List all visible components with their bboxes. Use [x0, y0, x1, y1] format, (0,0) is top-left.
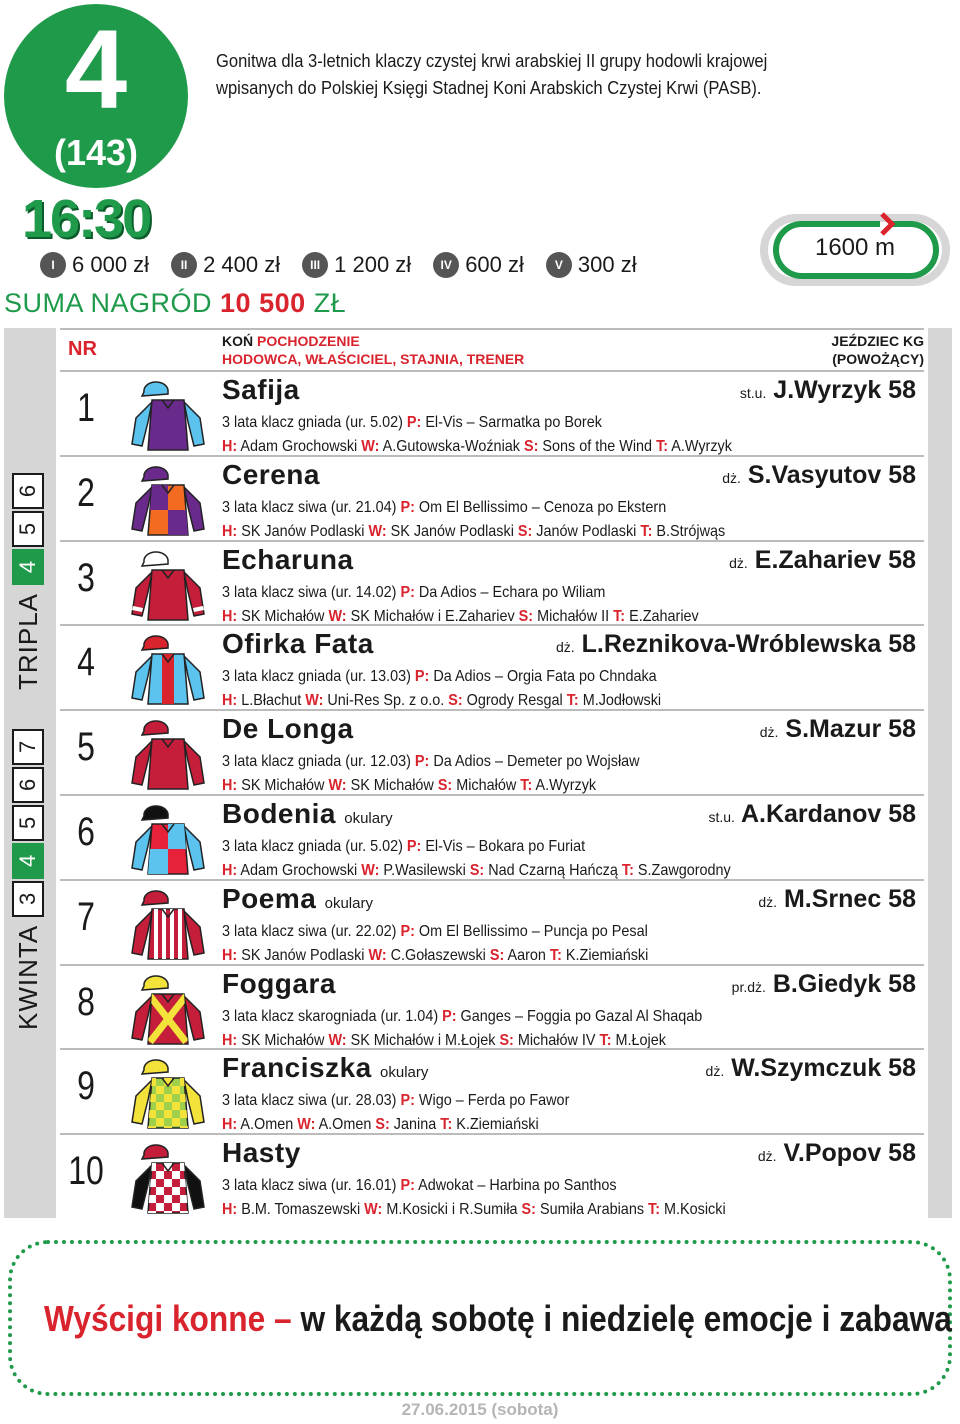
stable: Sumiła Arabians [539, 1201, 645, 1219]
jockey-silk-icon [122, 887, 214, 963]
race-number: 4 [64, 7, 128, 132]
breeder-label: H: [222, 692, 238, 710]
header-origin-label: POCHODZENIE [253, 333, 360, 349]
jockey-name: E.Zahariev 58 [754, 545, 916, 574]
prize-total-label: SUMA NAGRÓD [4, 288, 221, 318]
horse-name [222, 798, 393, 830]
header-horse [222, 332, 524, 368]
pedigree-label: P: [400, 498, 415, 516]
kwinta-label: KWINTA [12, 924, 43, 1030]
stable: Ogrody Resgal [466, 692, 563, 710]
jockey [760, 715, 916, 744]
horse-equipment: okulary [380, 1064, 429, 1082]
header-divider [60, 328, 924, 330]
horse-name-text: Bodenia [222, 798, 336, 829]
tripla-label: TRIPLA [12, 592, 43, 690]
stable-label: S: [469, 862, 485, 879]
stable-label: S: [518, 607, 534, 625]
jockey-name: W.Szymczuk 58 [731, 1054, 916, 1083]
footer-slogan [44, 1298, 952, 1340]
horse-name-text: Ofirka Fata [222, 628, 374, 660]
owner: SK Michałów i M.Łojek [350, 1031, 496, 1049]
stable-label: S: [521, 1201, 536, 1219]
trainer-label: T: [613, 607, 626, 625]
horse-age-sex: 3 lata klacz gniada (ur. 5.02) [222, 838, 403, 855]
runner-row [60, 540, 924, 625]
owner-label: W: [368, 522, 387, 540]
owner: A.Gutowska-Woźniak [382, 438, 520, 455]
breeder-label: H: [222, 1201, 238, 1219]
horse-name-text: Cerena [222, 458, 320, 490]
runner-row [60, 1048, 924, 1133]
prize-list [40, 252, 659, 278]
stable-label: S: [517, 522, 533, 540]
stable: Michałów II [537, 607, 610, 625]
jockey-silk-icon [122, 548, 214, 624]
horse-age-sex: 3 lata klacz gniada (ur. 5.02) [222, 414, 403, 431]
tripla-bet [12, 471, 44, 690]
trainer: K.Ziemiański [456, 1116, 539, 1134]
horse-info [222, 1008, 702, 1026]
stable-label: S: [437, 777, 453, 795]
runner-number: 8 [77, 979, 95, 1024]
slogan-black: w każdą sobotę i niedzielę emocje i zabawa [300, 1298, 952, 1339]
prize-amount: 2 400 zł [203, 252, 281, 277]
right-strip [928, 328, 952, 1218]
horse-pedigree: Om El Bellissimo – Cenoza po Ekstern [418, 498, 667, 516]
horse-info [222, 584, 605, 602]
horse-info [222, 1092, 569, 1110]
breeder-label: H: [222, 438, 238, 455]
jockey-rank: dż. [757, 1148, 777, 1165]
trainer: M.Jodłowski [582, 692, 662, 710]
jockey [740, 376, 916, 405]
breeder: SK Michałów [241, 1031, 325, 1049]
place-badge: I [40, 252, 66, 278]
jockey [556, 630, 916, 659]
jockey-name: M.Srnec 58 [783, 884, 916, 913]
runner-number: 6 [77, 810, 95, 854]
horse-info [222, 414, 602, 432]
jockey-rank: dż. [759, 724, 779, 741]
jockey-name: J.Wyrzyk 58 [773, 376, 916, 404]
bet-number: 4 [12, 549, 44, 585]
breeder: SK Michałów [241, 777, 325, 795]
owner: SK Janów Podlaski [390, 522, 514, 540]
stable: Sons of the Wind [542, 438, 653, 455]
jockey-rank: dż. [729, 554, 748, 571]
breeder: SK Janów Podlaski [241, 946, 365, 964]
horse-info [222, 668, 657, 686]
jockey-silk-icon [122, 463, 214, 539]
breeder: B.M. Tomaszewski [241, 1201, 361, 1219]
trainer-label: T: [621, 862, 634, 879]
jockey [758, 1139, 916, 1168]
jockey [708, 800, 916, 829]
pedigree-label: P: [400, 922, 415, 940]
horse-pedigree: Da Adios – Echara po Wiliam [418, 583, 606, 601]
place-badge: IV [433, 252, 459, 278]
race-distance: 1600 m [814, 234, 896, 261]
horse-name [222, 1052, 428, 1084]
stable: Janów Podlaski [536, 522, 637, 540]
horse-connections [222, 947, 648, 965]
jockey-name: B.Giedyk 58 [772, 969, 916, 998]
breeder-label: H: [222, 1031, 238, 1049]
trainer: M.Łojek [615, 1031, 666, 1049]
prize-total-currency: ZŁ [305, 288, 347, 318]
horse-connections [222, 1116, 539, 1134]
runner-row [60, 709, 924, 794]
runner-row [60, 370, 924, 455]
pedigree-label: P: [400, 1092, 415, 1110]
race-time: 16:30 [22, 189, 151, 249]
header-jockey [831, 332, 924, 368]
stable-label: S: [489, 946, 505, 964]
trainer-label: T: [549, 946, 562, 964]
jockey-rank: pr.dż. [731, 978, 766, 995]
prize-item [40, 252, 149, 278]
jockey-silk-icon [122, 717, 214, 793]
bet-number: 4 [12, 843, 44, 879]
runner-number: 3 [77, 555, 95, 600]
horse-age-sex: 3 lata klacz siwa (ur. 28.03) [222, 1092, 397, 1110]
trainer: M.Kosicki [664, 1201, 726, 1219]
race-date: 27.06.2015 (sobota) [401, 1400, 559, 1419]
prize-amount: 1 200 zł [334, 252, 412, 277]
horse-age-sex: 3 lata klacz skarogniada (ur. 1.04) [222, 1007, 439, 1025]
kwinta-bet [12, 727, 44, 1030]
jockey-silk-icon [122, 802, 214, 878]
owner-label: W: [328, 1031, 347, 1049]
jockey-rank: dż. [705, 1063, 725, 1080]
jockey [758, 885, 916, 914]
horse-name [222, 459, 320, 491]
stable-label: S: [448, 692, 463, 710]
jockey-name: L.Reznikova-Wróblewska 58 [581, 630, 916, 659]
trainer-label: T: [648, 1201, 661, 1219]
runner-row [60, 964, 924, 1049]
prize-item [433, 252, 524, 278]
runner-row [60, 624, 924, 709]
jockey-silk-icon [122, 378, 214, 454]
stable-label: S: [375, 1116, 390, 1134]
horse-name-text: De Longa [222, 713, 354, 745]
jockey-rank: st.u. [708, 809, 735, 825]
owner: SK Michałów [350, 777, 434, 795]
runner-row [60, 1133, 924, 1218]
trainer: A.Wyrzyk [671, 438, 732, 455]
jockey [729, 546, 916, 575]
prize-amount: 300 zł [577, 252, 637, 277]
slogan-red: Wyścigi konne – [44, 1298, 301, 1339]
horse-age-sex: 3 lata klacz siwa (ur. 22.02) [222, 922, 397, 940]
runner-number: 4 [77, 640, 95, 685]
jockey-name: A.Kardanov 58 [740, 800, 916, 828]
horse-pedigree: Wigo – Ferda po Fawor [418, 1092, 570, 1110]
breeder: A.Omen [240, 1116, 294, 1134]
breeder-label: H: [222, 1116, 238, 1134]
horse-connections [222, 1201, 726, 1219]
horse-connections [222, 692, 661, 710]
stable: Michałów IV [517, 1031, 596, 1049]
jockey-silk-icon [122, 1056, 214, 1132]
prize-amount: 600 zł [465, 252, 524, 277]
prize-item [302, 252, 411, 278]
pedigree-label: P: [414, 668, 430, 686]
owner: C.Gołaszewski [390, 946, 486, 964]
stable: Janina [393, 1116, 437, 1134]
place-badge: II [171, 252, 197, 278]
owner: Uni-Res Sp. z o.o. [327, 692, 445, 710]
runner-number: 9 [77, 1064, 95, 1109]
bet-number: 3 [12, 881, 44, 917]
owner: SK Michałów i E.Zahariev [350, 607, 515, 625]
horse-connections [222, 1032, 666, 1050]
jockey-name: S.Vasyutov 58 [747, 460, 916, 489]
runner-number: 1 [77, 386, 95, 430]
horse-name-text: Franciszka [222, 1052, 372, 1084]
trainer-label: T: [520, 777, 533, 795]
breeder-label: H: [222, 946, 238, 964]
horse-info [222, 753, 640, 771]
prize-total [4, 288, 346, 319]
breeder-label: H: [222, 777, 238, 795]
horse-name [222, 968, 336, 1000]
header-nr: NR [68, 338, 97, 360]
owner: P.Wasilewski [383, 862, 466, 879]
race-description: Gonitwa dla 3-letnich klaczy czystej krwi arabskiej II grupy hodowli krajowej wpisanych do Polskiej Księgi Stadnej Koni Arabskich Czystej Krwi (PASB). [216, 51, 768, 98]
pedigree-label: P: [406, 414, 422, 431]
runner-number: 2 [77, 470, 95, 515]
jockey-name: V.Popov 58 [783, 1139, 916, 1168]
horse-connections [222, 862, 731, 880]
trainer: A.Wyrzyk [535, 777, 597, 795]
stable-label: S: [499, 1031, 514, 1049]
jockey-name: S.Mazur 58 [785, 715, 916, 744]
horse-connections [222, 523, 725, 541]
horse-age-sex: 3 lata klacz siwa (ur. 14.02) [222, 583, 397, 601]
trainer-label: T: [440, 1116, 453, 1134]
stable: Aaron [507, 946, 546, 964]
trainer-label: T: [566, 692, 579, 710]
jockey-rank: st.u. [739, 385, 767, 401]
horse-name [222, 713, 354, 745]
trainer: B.Strójwąs [656, 522, 726, 540]
stable-label: S: [523, 438, 539, 455]
bet-number: 6 [12, 767, 44, 803]
owner: A.Omen [318, 1116, 372, 1134]
breeder-label: H: [222, 862, 238, 879]
jockey-silk-icon [122, 632, 214, 708]
trainer-label: T: [599, 1031, 612, 1049]
horse-equipment: okulary [344, 810, 393, 827]
horse-connections [222, 777, 596, 795]
horse-name [222, 544, 354, 576]
trainer: S.Zawgorodny [637, 862, 731, 879]
horse-pedigree: El-Vis – Sarmatka po Borek [425, 414, 602, 431]
horse-pedigree: Om El Bellissimo – Puncja po Pesal [418, 922, 648, 940]
bet-number: 6 [12, 473, 44, 509]
owner-label: W: [297, 1116, 316, 1134]
owner-label: W: [361, 862, 380, 879]
horse-connections [222, 438, 732, 456]
jockey-rank: dż. [722, 469, 741, 486]
horse-info [222, 1177, 617, 1195]
header-jockey-sub: (POWOŻĄCY) [832, 351, 924, 367]
horse-name-text: Foggara [222, 967, 336, 999]
stable: Nad Czarną Hańczą [488, 862, 618, 879]
horse-equipment: okulary [324, 894, 373, 912]
pedigree-label: P: [406, 838, 422, 855]
prize-item [546, 252, 637, 278]
breeder-label: H: [222, 522, 238, 540]
pedigree-label: P: [400, 583, 415, 601]
jockey [706, 1054, 916, 1083]
breeder: SK Janów Podlaski [241, 522, 365, 540]
prize-amount: 6 000 zł [72, 252, 150, 277]
breeder: Adam Grochowski [240, 862, 358, 879]
horse-age-sex: 3 lata klacz gniada (ur. 12.03) [222, 753, 411, 771]
runner-row [60, 879, 924, 964]
horse-age-sex: 3 lata klacz gniada (ur. 13.03) [222, 668, 411, 686]
header-second-label: HODOWCA, WŁAŚCICIEL, STAJNIA, TRENER [222, 351, 525, 367]
horse-pedigree: Da Adios – Orgia Fata po Chndaka [433, 668, 657, 686]
horse-pedigree: Da Adios – Demeter po Wojsław [433, 753, 640, 771]
trainer: K.Ziemiański [565, 946, 649, 964]
trainer-label: T: [640, 522, 653, 540]
horse-name-text: Poema [222, 882, 317, 914]
horse-info [222, 499, 666, 517]
owner-label: W: [328, 607, 347, 625]
trainer-label: T: [656, 438, 669, 455]
horse-connections [222, 608, 699, 626]
jockey [722, 461, 916, 490]
horse-pedigree: Adwokat – Harbina po Santhos [418, 1177, 617, 1195]
header-jockey-label: JEŹDZIEC KG [831, 333, 924, 349]
breeder: L.Błachut [241, 692, 302, 710]
horse-pedigree: Ganges – Foggia po Gazal Al Shaqab [460, 1007, 703, 1025]
header-horse-label: KOŃ [222, 333, 254, 349]
bet-number: 5 [12, 511, 44, 547]
bet-number: 7 [12, 729, 44, 765]
stable: Michałów [456, 777, 517, 795]
bet-number: 5 [12, 805, 44, 841]
place-badge: III [302, 252, 328, 278]
runner-number: 5 [77, 725, 95, 770]
trainer: E.Zahariev [629, 607, 699, 625]
jockey [732, 970, 916, 999]
runner-number: 7 [77, 894, 95, 939]
owner: M.Kosicki i R.Sumiła [386, 1201, 518, 1219]
owner-label: W: [361, 438, 380, 455]
runner-row [60, 455, 924, 540]
owner-label: W: [368, 946, 387, 964]
horse-name [222, 628, 374, 660]
runner-number: 10 [68, 1149, 104, 1194]
prize-total-amount: 10 500 [220, 288, 306, 318]
horse-name-text: Safija [222, 374, 300, 405]
breeder: SK Michałów [241, 607, 325, 625]
horse-info [222, 923, 648, 941]
horse-name [222, 374, 300, 406]
breeder: Adam Grochowski [240, 438, 358, 455]
place-badge: V [546, 252, 572, 278]
jockey-rank: dż. [555, 639, 575, 656]
jockey-silk-icon [122, 1141, 214, 1217]
owner-label: W: [305, 692, 324, 710]
owner-label: W: [364, 1201, 383, 1219]
jockey-rank: dż. [758, 893, 778, 910]
race-badge [4, 4, 188, 188]
breeder-label: H: [222, 607, 238, 625]
horse-name-text: Hasty [222, 1137, 301, 1169]
owner-label: W: [328, 777, 347, 795]
prize-item [171, 252, 280, 278]
horse-name [222, 1137, 301, 1169]
horse-pedigree: El-Vis – Bokara po Furiat [425, 838, 586, 855]
race-sequence: (143) [53, 132, 139, 173]
pedigree-label: P: [400, 1177, 415, 1195]
pedigree-label: P: [442, 1007, 457, 1025]
runner-row [60, 794, 924, 879]
pedigree-label: P: [414, 753, 430, 771]
horse-age-sex: 3 lata klacz siwa (ur. 21.04) [222, 498, 397, 516]
horse-age-sex: 3 lata klacz siwa (ur. 16.01) [222, 1177, 397, 1195]
horse-name [222, 883, 373, 915]
horse-info [222, 838, 585, 856]
jockey-silk-icon [122, 972, 214, 1048]
horse-name-text: Echaruna [222, 543, 354, 575]
